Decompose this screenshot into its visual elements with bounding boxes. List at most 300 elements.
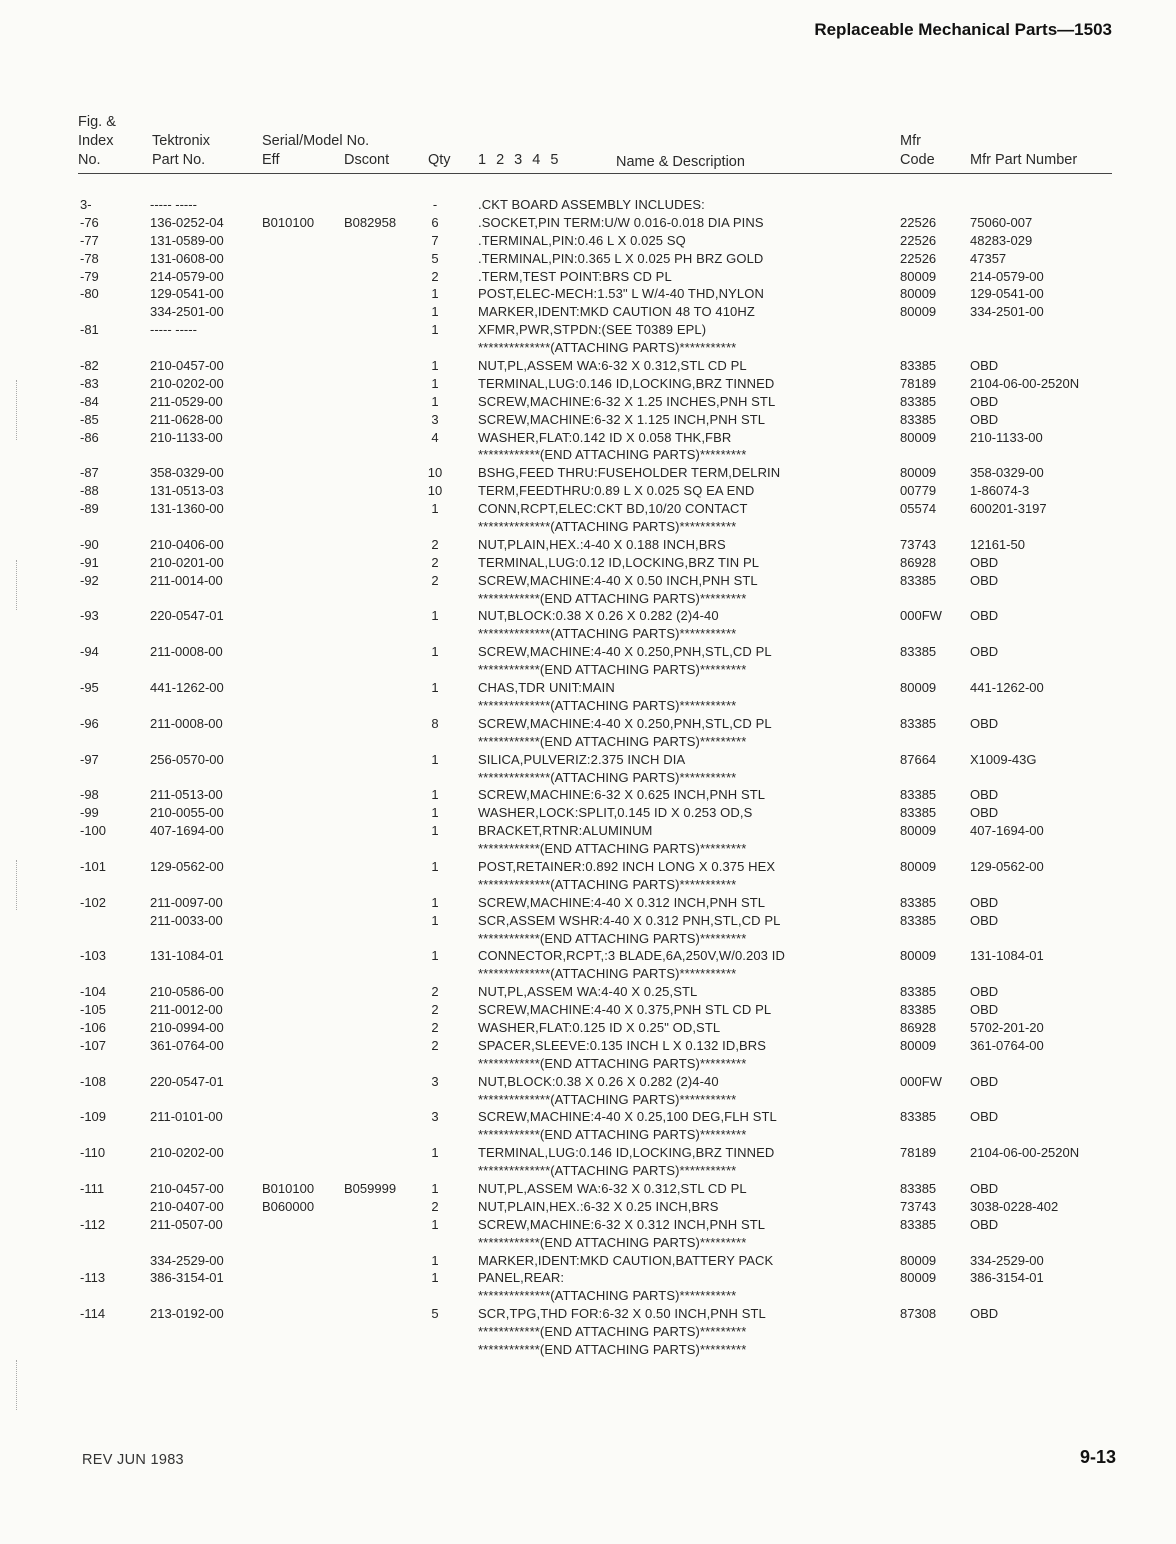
tektronix-part-no: 210-0202-00 bbox=[150, 1145, 224, 1161]
parts-list bbox=[0, 196, 1176, 1359]
mfr-part-number: 129-0562-00 bbox=[970, 858, 1044, 874]
qty: 1 bbox=[431, 1270, 439, 1286]
mfr-code: 73743 bbox=[900, 536, 937, 552]
parts-row bbox=[0, 1180, 1176, 1198]
mfr-code: 83385 bbox=[900, 912, 937, 928]
name-description: ************(END ATTACHING PARTS)********* bbox=[478, 447, 747, 463]
parts-row bbox=[0, 572, 1176, 590]
qty: 2 bbox=[431, 554, 439, 570]
col-mfr-part-number: Mfr Part Number bbox=[970, 152, 1078, 168]
parts-row bbox=[0, 482, 1176, 500]
parts-row bbox=[0, 518, 1176, 536]
tektronix-part-no: 210-0457-00 bbox=[150, 358, 224, 374]
tektronix-part-no: 211-0507-00 bbox=[150, 1216, 223, 1232]
name-description: SCREW,MACHINE:4-40 X 0.50 INCH,PNH STL bbox=[478, 572, 758, 588]
parts-row bbox=[0, 607, 1176, 625]
fig-index: -106 bbox=[80, 1019, 107, 1035]
tektronix-part-no: 211-0529-00 bbox=[150, 393, 223, 409]
fig-index: -108 bbox=[80, 1073, 107, 1089]
parts-row bbox=[0, 769, 1176, 787]
col-name-description: Name & Description bbox=[616, 154, 745, 170]
name-description: SCR,TPG,THD FOR:6-32 X 0.50 INCH,PNH STL bbox=[478, 1306, 766, 1322]
mfr-code: 22526 bbox=[900, 214, 937, 230]
mfr-part-number: 2104-06-00-2520N bbox=[970, 375, 1080, 391]
fig-index: -76 bbox=[80, 214, 99, 230]
qty: 1 bbox=[431, 787, 439, 803]
mfr-code: 80009 bbox=[900, 823, 937, 839]
mfr-code: 000FW bbox=[900, 608, 942, 624]
fig-index: -96 bbox=[80, 715, 99, 731]
name-description: CONNECTOR,RCPT,:3 BLADE,6A,250V,W/0.203 ID bbox=[478, 948, 785, 964]
name-description: BSHG,FEED THRU:FUSEHOLDER TERM,DELRIN bbox=[478, 465, 781, 481]
qty: 1 bbox=[431, 948, 439, 964]
tektronix-part-no: 211-0012-00 bbox=[150, 1002, 223, 1018]
mfr-code: 78189 bbox=[900, 375, 937, 391]
name-description: SILICA,PULVERIZ:2.375 INCH DIA bbox=[478, 751, 686, 767]
mfr-part-number: 600201-3197 bbox=[970, 501, 1047, 517]
tektronix-part-no: ----- ----- bbox=[150, 197, 197, 212]
parts-row bbox=[0, 1144, 1176, 1162]
mfr-part-number: OBD bbox=[970, 554, 999, 570]
qty: 1 bbox=[431, 858, 439, 874]
qty: 1 bbox=[431, 1180, 439, 1196]
mfr-code: 83385 bbox=[900, 644, 937, 660]
mfr-code: 83385 bbox=[900, 572, 937, 588]
parts-row bbox=[0, 1162, 1176, 1180]
mfr-part-number: OBD bbox=[970, 1002, 999, 1018]
fig-index: -90 bbox=[80, 536, 99, 552]
mfr-code: 80009 bbox=[900, 286, 937, 302]
fig-index: -82 bbox=[80, 358, 99, 374]
mfr-part-number: OBD bbox=[970, 1073, 999, 1089]
mfr-part-number: X1009-43G bbox=[970, 751, 1037, 767]
col-dscont: Dscont bbox=[344, 152, 390, 168]
tektronix-part-no: 131-0589-00 bbox=[150, 232, 224, 248]
qty: 2 bbox=[431, 1019, 439, 1035]
qty: 2 bbox=[431, 572, 439, 588]
name-description: ************(END ATTACHING PARTS)********* bbox=[478, 1055, 747, 1071]
fig-index: -93 bbox=[80, 608, 99, 624]
mfr-code: 83385 bbox=[900, 1109, 937, 1125]
mfr-code: 83385 bbox=[900, 358, 937, 374]
parts-row bbox=[0, 661, 1176, 679]
qty: 2 bbox=[431, 984, 439, 1000]
fig-index: -86 bbox=[80, 429, 99, 445]
qty: 2 bbox=[431, 1037, 439, 1053]
mfr-part-number: 5702-201-20 bbox=[970, 1019, 1044, 1035]
fig-index: -113 bbox=[80, 1270, 106, 1286]
name-description: **************(ATTACHING PARTS)*********** bbox=[478, 966, 737, 982]
fig-index: -85 bbox=[80, 411, 99, 427]
mfr-code: 80009 bbox=[900, 1252, 937, 1268]
tektronix-part-no: 211-0014-00 bbox=[150, 572, 223, 588]
parts-row bbox=[0, 250, 1176, 268]
parts-row bbox=[0, 1073, 1176, 1091]
name-description: SCREW,MACHINE:6-32 X 1.25 INCHES,PNH STL bbox=[478, 393, 776, 409]
qty: 10 bbox=[427, 483, 443, 499]
mfr-code: 83385 bbox=[900, 984, 937, 1000]
name-description: ************(END ATTACHING PARTS)********* bbox=[478, 930, 747, 946]
name-description: SCREW,MACHINE:4-40 X 0.375,PNH STL CD PL bbox=[478, 1002, 772, 1018]
parts-row bbox=[0, 965, 1176, 983]
mfr-code: 87664 bbox=[900, 751, 937, 767]
fig-index: -103 bbox=[80, 948, 107, 964]
col-serial-model: Serial/Model No. bbox=[262, 133, 370, 149]
fig-index: -94 bbox=[80, 644, 99, 660]
qty: 1 bbox=[431, 358, 439, 374]
col-tektronix-line1: Tektronix bbox=[152, 133, 211, 149]
fig-index: -98 bbox=[80, 787, 99, 803]
tektronix-part-no: 210-0586-00 bbox=[150, 984, 224, 1000]
name-description: MARKER,IDENT:MKD CAUTION,BATTERY PACK bbox=[478, 1252, 774, 1268]
qty: 1 bbox=[431, 304, 439, 320]
mfr-code: 80009 bbox=[900, 465, 937, 481]
margin-mark bbox=[16, 380, 17, 440]
parts-row bbox=[0, 357, 1176, 375]
name-description: ************(END ATTACHING PARTS)********* bbox=[478, 1234, 747, 1250]
parts-row bbox=[0, 930, 1176, 948]
mfr-code: 73743 bbox=[900, 1198, 937, 1214]
qty: 1 bbox=[431, 393, 439, 409]
tektronix-part-no: 129-0541-00 bbox=[150, 286, 224, 302]
tektronix-part-no: 256-0570-00 bbox=[150, 751, 224, 767]
parts-row bbox=[0, 268, 1176, 286]
qty: 1 bbox=[431, 823, 439, 839]
parts-row bbox=[0, 232, 1176, 250]
mfr-part-number: OBD bbox=[970, 805, 999, 821]
qty: 7 bbox=[431, 232, 439, 248]
qty: 1 bbox=[431, 375, 439, 391]
tektronix-part-no: 358-0329-00 bbox=[150, 465, 224, 481]
col-eff: Eff bbox=[262, 152, 280, 168]
parts-row bbox=[0, 339, 1176, 357]
name-description: SCREW,MACHINE:4-40 X 0.250,PNH,STL,CD PL bbox=[478, 644, 772, 660]
name-description: TERM,FEEDTHRU:0.89 L X 0.025 SQ EA END bbox=[478, 483, 755, 499]
name-description: .CKT BOARD ASSEMBLY INCLUDES: bbox=[478, 197, 705, 212]
serial-eff: B010100 bbox=[262, 214, 315, 230]
tektronix-part-no: 210-0994-00 bbox=[150, 1019, 224, 1035]
fig-index: -81 bbox=[80, 322, 99, 338]
parts-row bbox=[0, 876, 1176, 894]
mfr-code: 87308 bbox=[900, 1306, 937, 1322]
mfr-part-number: 334-2501-00 bbox=[970, 304, 1044, 320]
mfr-part-number: 47357 bbox=[970, 250, 1007, 266]
mfr-code: 80009 bbox=[900, 429, 937, 445]
parts-row bbox=[0, 214, 1176, 232]
name-description: TERMINAL,LUG:0.146 ID,LOCKING,BRZ TINNED bbox=[478, 375, 775, 391]
serial-dscont: B082958 bbox=[344, 214, 397, 230]
mfr-part-number: OBD bbox=[970, 608, 999, 624]
name-description: CONN,RCPT,ELEC:CKT BD,10/20 CONTACT bbox=[478, 501, 748, 517]
parts-row bbox=[0, 500, 1176, 518]
mfr-part-number: 12161-50 bbox=[970, 536, 1025, 552]
qty: 2 bbox=[431, 1198, 439, 1214]
name-description: **************(ATTACHING PARTS)*********** bbox=[478, 340, 737, 356]
mfr-code: 83385 bbox=[900, 894, 937, 910]
mfr-part-number: OBD bbox=[970, 787, 999, 803]
name-description: ************(END ATTACHING PARTS)********* bbox=[478, 1324, 747, 1340]
mfr-code: 80009 bbox=[900, 948, 937, 964]
mfr-code: 000FW bbox=[900, 1073, 942, 1089]
mfr-part-number: OBD bbox=[970, 1306, 999, 1322]
parts-row bbox=[0, 983, 1176, 1001]
name-description: NUT,PL,ASSEM WA:6-32 X 0.312,STL CD PL bbox=[478, 1180, 747, 1196]
mfr-code: 22526 bbox=[900, 232, 937, 248]
tektronix-part-no: 211-0097-00 bbox=[150, 894, 223, 910]
tektronix-part-no: 210-0201-00 bbox=[150, 554, 224, 570]
mfr-part-number: OBD bbox=[970, 572, 999, 588]
qty: 1 bbox=[431, 805, 439, 821]
mfr-code: 83385 bbox=[900, 1216, 937, 1232]
tektronix-part-no: 211-0008-00 bbox=[150, 715, 223, 731]
name-description: ************(END ATTACHING PARTS)********* bbox=[478, 733, 747, 749]
tektronix-part-no: 131-0513-03 bbox=[150, 483, 224, 499]
name-description: **************(ATTACHING PARTS)*********** bbox=[478, 876, 737, 892]
name-description: **************(ATTACHING PARTS)*********** bbox=[478, 769, 737, 785]
name-description: SCREW,MACHINE:4-40 X 0.312 INCH,PNH STL bbox=[478, 894, 766, 910]
fig-index: -79 bbox=[80, 268, 99, 284]
name-description: XFMR,PWR,STPDN:(SEE T0389 EPL) bbox=[478, 322, 707, 338]
fig-index: -78 bbox=[80, 250, 99, 266]
name-description: CHAS,TDR UNIT:MAIN bbox=[478, 680, 615, 696]
qty: 1 bbox=[431, 1145, 439, 1161]
mfr-part-number: 3038-0228-402 bbox=[970, 1198, 1059, 1214]
tektronix-part-no: 210-0406-00 bbox=[150, 536, 224, 552]
parts-row bbox=[0, 375, 1176, 393]
mfr-code: 80009 bbox=[900, 1270, 937, 1286]
parts-row bbox=[0, 1341, 1176, 1359]
fig-index: -91 bbox=[80, 554, 99, 570]
parts-row bbox=[0, 1287, 1176, 1305]
name-description: NUT,PL,ASSEM WA:6-32 X 0.312,STL CD PL bbox=[478, 358, 747, 374]
parts-row bbox=[0, 894, 1176, 912]
tektronix-part-no: 334-2501-00 bbox=[150, 304, 224, 320]
mfr-part-number: 441-1262-00 bbox=[970, 680, 1044, 696]
tektronix-part-no: 334-2529-00 bbox=[150, 1252, 224, 1268]
parts-row bbox=[0, 822, 1176, 840]
parts-row bbox=[0, 464, 1176, 482]
tektronix-part-no: 210-0407-00 bbox=[150, 1198, 224, 1214]
parts-row bbox=[0, 947, 1176, 965]
name-description: .SOCKET,PIN TERM:U/W 0.016-0.018 DIA PINS bbox=[478, 214, 764, 230]
tektronix-part-no: 136-0252-04 bbox=[150, 214, 224, 230]
mfr-code: 83385 bbox=[900, 1002, 937, 1018]
qty: 4 bbox=[431, 429, 439, 445]
fig-index: -83 bbox=[80, 375, 99, 391]
col-fig-line2: Index bbox=[78, 133, 114, 149]
qty: 1 bbox=[431, 644, 439, 660]
revision-date: REV JUN 1983 bbox=[82, 1452, 184, 1468]
mfr-code: 83385 bbox=[900, 805, 937, 821]
fig-index: -92 bbox=[80, 572, 99, 588]
qty: - bbox=[432, 197, 438, 212]
header-rule bbox=[78, 173, 1112, 174]
fig-index: -88 bbox=[80, 483, 99, 499]
tektronix-part-no: 386-3154-01 bbox=[150, 1270, 224, 1286]
mfr-code: 86928 bbox=[900, 554, 937, 570]
name-description: **************(ATTACHING PARTS)*********** bbox=[478, 626, 737, 642]
margin-mark bbox=[16, 860, 17, 910]
parts-row bbox=[0, 733, 1176, 751]
name-description: WASHER,FLAT:0.142 ID X 0.058 THK,FBR bbox=[478, 429, 732, 445]
mfr-part-number: 131-1084-01 bbox=[970, 948, 1044, 964]
name-description: NUT,BLOCK:0.38 X 0.26 X 0.282 (2)4-40 bbox=[478, 608, 719, 624]
mfr-part-number: OBD bbox=[970, 1109, 999, 1125]
tektronix-part-no: 210-1133-00 bbox=[150, 429, 223, 445]
name-description: NUT,PLAIN,HEX.:6-32 X 0.25 INCH,BRS bbox=[478, 1198, 719, 1214]
parts-row bbox=[0, 393, 1176, 411]
fig-index: 3- bbox=[80, 197, 92, 212]
parts-row bbox=[0, 1001, 1176, 1019]
col-qty: Qty bbox=[428, 152, 451, 168]
parts-row bbox=[0, 536, 1176, 554]
fig-index: -84 bbox=[80, 393, 99, 409]
name-description: SCR,ASSEM WSHR:4-40 X 0.312 PNH,STL,CD PL bbox=[478, 912, 781, 928]
parts-row bbox=[0, 411, 1176, 429]
tektronix-part-no: 210-0202-00 bbox=[150, 375, 224, 391]
mfr-part-number: 1-86074-3 bbox=[970, 483, 1030, 499]
mfr-part-number: OBD bbox=[970, 393, 999, 409]
name-description: WASHER,LOCK:SPLIT,0.145 ID X 0.253 OD,S bbox=[478, 805, 753, 821]
parts-row bbox=[0, 715, 1176, 733]
fig-index: -110 bbox=[80, 1145, 106, 1161]
mfr-part-number: OBD bbox=[970, 1216, 999, 1232]
mfr-part-number: 214-0579-00 bbox=[970, 268, 1044, 284]
tektronix-part-no: 211-0628-00 bbox=[150, 411, 223, 427]
parts-row bbox=[0, 1323, 1176, 1341]
mfr-part-number: OBD bbox=[970, 912, 999, 928]
col-tektronix-line2: Part No. bbox=[152, 152, 206, 168]
col-fig-line1: Fig. & bbox=[78, 114, 116, 130]
name-description: **************(ATTACHING PARTS)*********** bbox=[478, 697, 737, 713]
tektronix-part-no: 211-0101-00 bbox=[150, 1109, 223, 1125]
name-description: SCREW,MACHINE:6-32 X 0.625 INCH,PNH STL bbox=[478, 787, 766, 803]
parts-row bbox=[0, 1108, 1176, 1126]
name-description: .TERMINAL,PIN:0.46 L X 0.025 SQ bbox=[478, 232, 686, 248]
parts-row bbox=[0, 643, 1176, 661]
tektronix-part-no: ----- ----- bbox=[150, 322, 197, 338]
qty: 5 bbox=[431, 250, 439, 266]
mfr-code: 05574 bbox=[900, 501, 937, 517]
qty: 5 bbox=[431, 1306, 439, 1322]
name-description: ************(END ATTACHING PARTS)********* bbox=[478, 1127, 747, 1143]
parts-row bbox=[0, 1037, 1176, 1055]
fig-index: -107 bbox=[80, 1037, 107, 1053]
parts-row bbox=[0, 840, 1176, 858]
name-description: **************(ATTACHING PARTS)*********** bbox=[478, 1091, 737, 1107]
qty: 10 bbox=[427, 465, 443, 481]
parts-row bbox=[0, 446, 1176, 464]
mfr-part-number: OBD bbox=[970, 1180, 999, 1196]
mfr-part-number: OBD bbox=[970, 358, 999, 374]
mfr-part-number: OBD bbox=[970, 984, 999, 1000]
name-description: POST,ELEC-MECH:1.53" L W/4-40 THD,NYLON bbox=[478, 286, 764, 302]
page-number: 9-13 bbox=[1079, 1447, 1116, 1467]
qty: 8 bbox=[431, 715, 439, 731]
parts-row bbox=[0, 1055, 1176, 1073]
parts-row bbox=[0, 679, 1176, 697]
parts-row bbox=[0, 1126, 1176, 1144]
name-description: SCREW,MACHINE:6-32 X 1.125 INCH,PNH STL bbox=[478, 411, 766, 427]
parts-row bbox=[0, 804, 1176, 822]
mfr-code: 80009 bbox=[900, 1037, 937, 1053]
tektronix-part-no: 131-1360-00 bbox=[150, 501, 224, 517]
name-description: POST,RETAINER:0.892 INCH LONG X 0.375 HEX bbox=[478, 858, 776, 874]
tektronix-part-no: 220-0547-01 bbox=[150, 1073, 224, 1089]
parts-row bbox=[0, 590, 1176, 608]
mfr-code: 00779 bbox=[900, 483, 937, 499]
name-description: PANEL,REAR: bbox=[478, 1270, 565, 1286]
fig-index: -80 bbox=[80, 286, 99, 302]
name-description: MARKER,IDENT:MKD CAUTION 48 TO 410HZ bbox=[478, 304, 755, 320]
margin-mark bbox=[16, 560, 17, 610]
parts-row bbox=[0, 1198, 1176, 1216]
mfr-code: 80009 bbox=[900, 680, 937, 696]
tektronix-part-no: 210-0055-00 bbox=[150, 805, 224, 821]
parts-row bbox=[0, 303, 1176, 321]
qty: 1 bbox=[431, 501, 439, 517]
col-mfr-line2: Code bbox=[900, 152, 935, 168]
parts-row bbox=[0, 786, 1176, 804]
mfr-part-number: OBD bbox=[970, 715, 999, 731]
qty: 3 bbox=[431, 1073, 439, 1089]
mfr-code: 22526 bbox=[900, 250, 937, 266]
qty: 1 bbox=[431, 894, 439, 910]
page-header-title: Replaceable Mechanical Parts—1503 bbox=[814, 20, 1112, 39]
qty: 3 bbox=[431, 1109, 439, 1125]
parts-row bbox=[0, 554, 1176, 572]
tektronix-part-no: 129-0562-00 bbox=[150, 858, 224, 874]
fig-index: -89 bbox=[80, 501, 99, 517]
qty: 1 bbox=[431, 1216, 439, 1232]
mfr-part-number: 75060-007 bbox=[970, 214, 1033, 230]
tektronix-part-no: 361-0764-00 bbox=[150, 1037, 224, 1053]
qty: 1 bbox=[431, 608, 439, 624]
fig-index: -109 bbox=[80, 1109, 107, 1125]
mfr-code: 83385 bbox=[900, 787, 937, 803]
tektronix-part-no: 213-0192-00 bbox=[150, 1306, 224, 1322]
name-description: **************(ATTACHING PARTS)*********** bbox=[478, 519, 737, 535]
parts-row bbox=[0, 1269, 1176, 1287]
name-description: SCREW,MACHINE:4-40 X 0.25,100 DEG,FLH STL bbox=[478, 1109, 777, 1125]
mfr-part-number: OBD bbox=[970, 644, 999, 660]
fig-index: -77 bbox=[80, 232, 99, 248]
margin-mark bbox=[16, 1360, 17, 1410]
name-description: **************(ATTACHING PARTS)*********** bbox=[478, 1288, 737, 1304]
qty: 1 bbox=[431, 1252, 439, 1268]
col-fig-line3: No. bbox=[78, 152, 101, 168]
parts-row bbox=[0, 1305, 1176, 1323]
qty: 2 bbox=[431, 536, 439, 552]
parts-row bbox=[0, 429, 1176, 447]
mfr-part-number: 361-0764-00 bbox=[970, 1037, 1044, 1053]
serial-dscont: B059999 bbox=[344, 1180, 397, 1196]
fig-index: -105 bbox=[80, 1002, 107, 1018]
fig-index: -95 bbox=[80, 680, 99, 696]
tektronix-part-no: 407-1694-00 bbox=[150, 823, 224, 839]
qty: 6 bbox=[431, 214, 439, 230]
parts-row bbox=[0, 697, 1176, 715]
parts-row bbox=[0, 1234, 1176, 1252]
column-headers bbox=[0, 0, 1176, 180]
mfr-code: 83385 bbox=[900, 411, 937, 427]
name-description: SCREW,MACHINE:6-32 X 0.312 INCH,PNH STL bbox=[478, 1216, 766, 1232]
parts-row bbox=[0, 858, 1176, 876]
tektronix-part-no: 211-0513-00 bbox=[150, 787, 223, 803]
name-description: NUT,PL,ASSEM WA:4-40 X 0.25,STL bbox=[478, 984, 698, 1000]
parts-row bbox=[0, 912, 1176, 930]
qty: 2 bbox=[431, 268, 439, 284]
